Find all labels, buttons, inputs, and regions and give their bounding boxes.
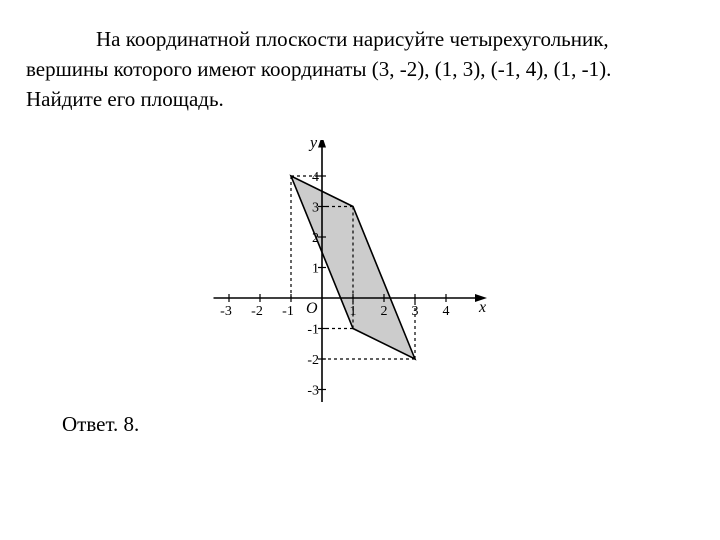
coordinate-plane (212, 140, 512, 402)
x-axis-label: x (479, 299, 487, 316)
y-tick-label: -2 (307, 353, 319, 368)
coordinate-figure (212, 140, 512, 402)
y-tick-label: 4 (312, 170, 319, 185)
x-tick-label: -2 (251, 304, 263, 319)
x-tick-label: -3 (220, 304, 232, 319)
y-tick-label: 2 (312, 231, 319, 246)
y-axis-label: y (310, 140, 318, 152)
x-tick-label: 1 (349, 304, 357, 319)
origin-label: O (306, 300, 318, 317)
x-tick-label: 3 (411, 304, 419, 319)
x-tick-label: -1 (282, 304, 294, 319)
y-axis-arrow (318, 140, 326, 148)
x-tick-label: 4 (442, 304, 450, 319)
y-tick-label: 1 (312, 261, 319, 277)
problem-line-2: вершины которого имеют координаты (3, -2), (1, 3), (-1, 4), (1, -1). (26, 57, 612, 81)
y-tick-label: 3 (312, 200, 319, 216)
answer-text: Ответ. 8. (62, 412, 140, 436)
y-tick-label: -3 (307, 383, 319, 399)
problem-line-3: Найдите его площадь. (26, 87, 224, 111)
problem-line-1: На координатной плоскости нарисуйте четырехугольник, (96, 27, 609, 51)
x-tick-label: 2 (380, 304, 388, 319)
y-tick-label: -1 (307, 322, 319, 338)
problem-statement (26, 24, 706, 114)
